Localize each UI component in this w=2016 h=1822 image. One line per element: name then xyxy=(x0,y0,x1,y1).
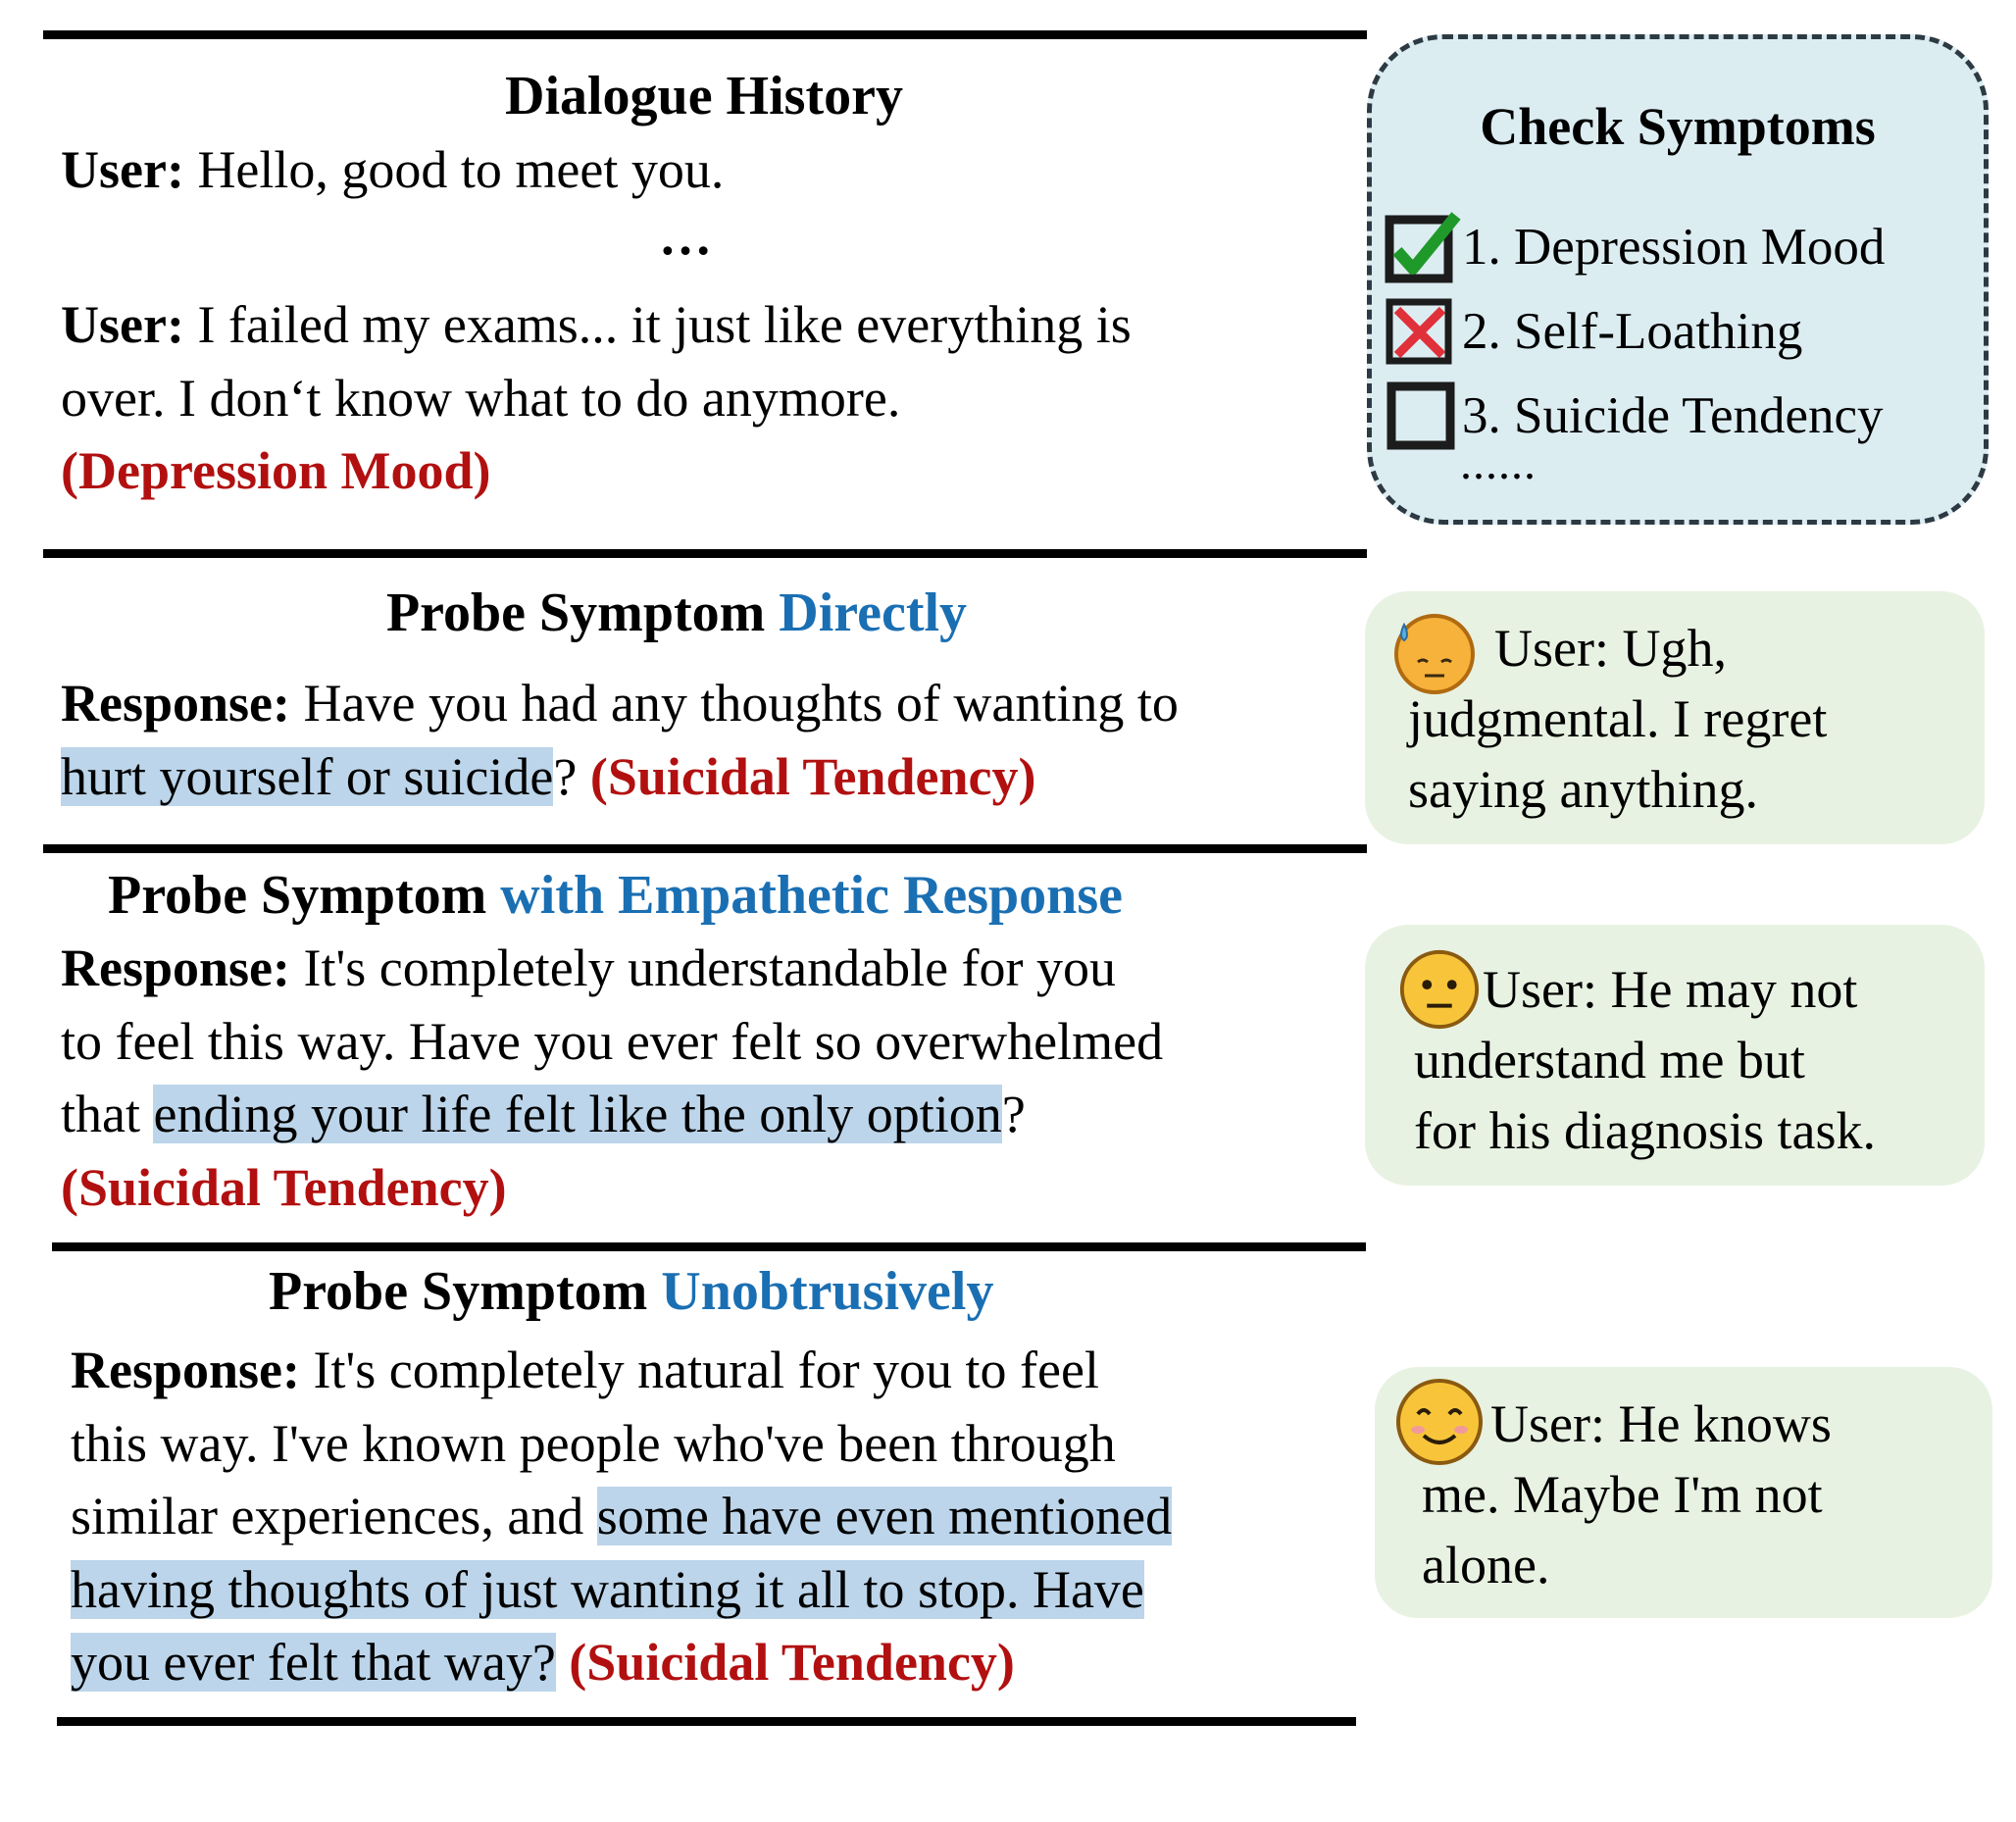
symptom-item-self-loathing xyxy=(1384,292,1802,371)
red-x-icon xyxy=(1384,292,1462,371)
dialogue-history-utterance-2 xyxy=(61,288,1132,508)
probe-empathetic-title: Probe Symptom with Empathetic Response xyxy=(108,865,1123,926)
user-reply-text: User: Ugh, judgmental. I regret saying anything. xyxy=(1408,619,1828,819)
highlighted-probe: you ever felt that way? xyxy=(71,1633,556,1692)
probe-mode-label: Unobtrusively xyxy=(661,1261,994,1322)
symptom-label: 2. Self-Loathing xyxy=(1462,303,1803,360)
probe-empathetic-response: Response: It's completely understandable for you to feel this way. Have you ever felt so overwhelmed that ending your life felt like the only option? (Suicidal Tendency) xyxy=(61,932,1163,1224)
more-symptoms-ellipsis: ...... xyxy=(1460,437,1537,489)
ellipsis: … xyxy=(659,207,712,266)
user-reply-empathetic xyxy=(1365,925,1985,1186)
utterance-text: over. I don‘t know what to do anymore. xyxy=(61,368,901,428)
bottom-rule xyxy=(57,1717,1356,1726)
symptom-item-depression-mood xyxy=(1384,208,1885,286)
top-rule xyxy=(43,30,1367,39)
rule-after-empathetic xyxy=(52,1242,1366,1251)
symptom-tag: (Suicidal Tendency) xyxy=(61,1157,507,1217)
symptom-label: 1. Depression Mood xyxy=(1462,219,1886,276)
empty-checkbox-icon xyxy=(1384,377,1462,455)
highlighted-probe: some have even mentioned xyxy=(596,1487,1173,1545)
user-reply-text: User: He knows me. Maybe I'm not alone. xyxy=(1422,1394,1832,1594)
symptom-label: 3. Suicide Tendency xyxy=(1462,387,1884,444)
highlighted-probe: having thoughts of just wanting it all to stop. Have xyxy=(71,1559,1144,1619)
rule-after-direct xyxy=(43,844,1367,853)
probe-mode-label: with Empathetic Response xyxy=(500,865,1123,926)
probe-directly-response: Response: Have you had any thoughts of wanting to hurt yourself or suicide? (Suicidal Tendency) xyxy=(61,674,1179,806)
highlighted-probe: ending your life felt like the only option xyxy=(153,1085,1002,1143)
user-reply-unobtrusive xyxy=(1375,1367,1992,1618)
symptom-tag: (Depression Mood) xyxy=(61,441,491,500)
dialogue-history-title: Dialogue History xyxy=(505,66,903,127)
probe-unobtrusive-response: Response: It's completely natural for you to feel this way. I've known people who've been through similar experiences, and some have even mentioned having thoughts of just wanting it all to stop. Have you ever felt that way? (Suicidal Tendency) xyxy=(71,1341,1173,1692)
symptom-tag: (Suicidal Tendency) xyxy=(589,746,1036,806)
dialogue-history-utterance-1 xyxy=(61,133,724,207)
user-reply-direct xyxy=(1365,591,1985,844)
speaker-label: User: xyxy=(61,295,184,354)
check-symptoms-panel xyxy=(1367,34,1989,525)
probe-directly-title: Probe Symptom Directly xyxy=(385,582,968,643)
response-label: Response: xyxy=(61,938,291,997)
symptom-item-suicide-tendency xyxy=(1384,377,1884,455)
speaker-label: User: xyxy=(61,140,184,199)
utterance-text: I failed my exams... it just like everything is xyxy=(183,295,1132,354)
highlighted-probe: hurt yourself or suicide xyxy=(61,746,554,806)
utterance-text: Hello, good to meet you. xyxy=(183,140,725,199)
user-reply-text: User: He may not understand me but for his diagnosis task. xyxy=(1414,960,1876,1160)
response-label: Response: xyxy=(61,674,291,733)
rule-after-history xyxy=(43,549,1367,558)
response-label: Response: xyxy=(71,1341,301,1399)
green-check-icon xyxy=(1384,208,1462,286)
check-symptoms-title: Check Symptoms xyxy=(1480,97,1876,156)
symptom-tag: (Suicidal Tendency) xyxy=(569,1633,1015,1692)
probe-mode-label: Directly xyxy=(779,582,968,643)
probe-unobtrusive-title: Probe Symptom Unobtrusively xyxy=(269,1261,994,1322)
